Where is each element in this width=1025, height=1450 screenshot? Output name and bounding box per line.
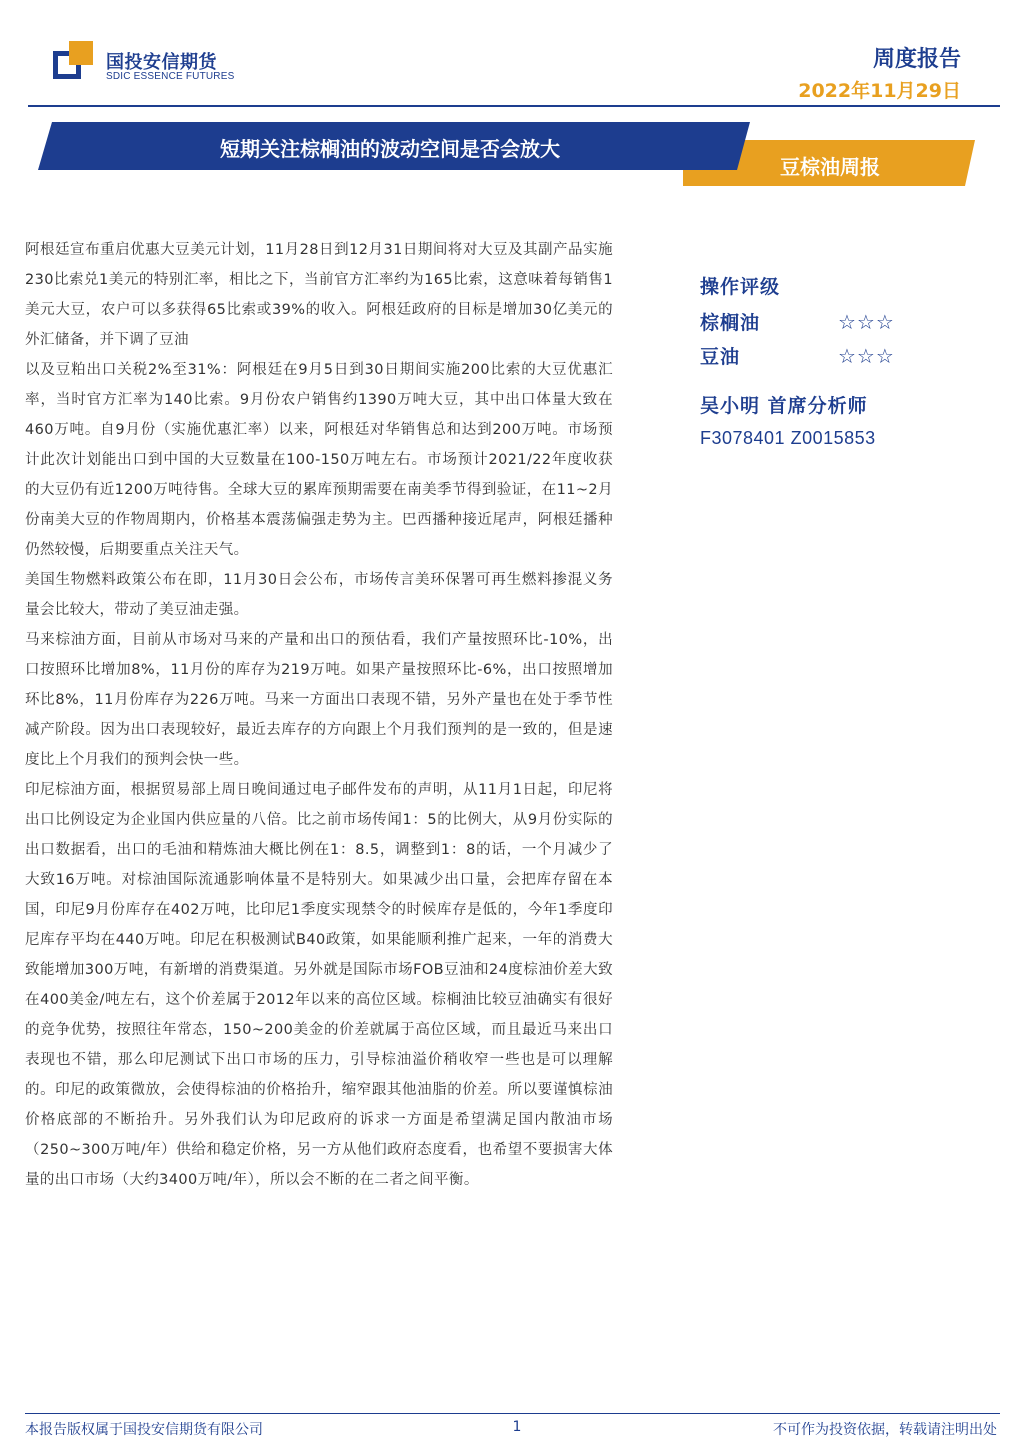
report-body — [25, 235, 613, 1195]
company-name-en: SDIC ESSENCE FUTURES — [106, 71, 235, 82]
rating-row-soybean-oil — [700, 342, 980, 369]
rating-row-palm-oil — [700, 308, 980, 335]
body-paragraph: 阿根廷宣布重启优惠大豆美元计划，11月28日到12月31日期间将对大豆及其副产品实施230比索兑1美元的特别汇率，相比之下，当前官方汇率约为165比索，这意味着每销售1美元大豆，农户可以多获得65比索或39%的收入。阿根廷政府的目标是增加30亿美元的外汇储备，并下调了豆油 — [25, 242, 613, 348]
rating-stars-icon: ☆☆☆ — [838, 343, 895, 368]
company-name-cn: 国投安信期货 — [106, 52, 217, 73]
rating-heading: 操作评级 — [700, 276, 781, 298]
footer-copyright: 本报告版权属于国投安信期货有限公司 — [25, 1422, 263, 1438]
body-paragraph: 以及豆粕出口关税2%至31%：阿根廷在9月5日到30日期间实施200比索的大豆优惠汇率，当时官方汇率为140比索。9月份农户销售约1390万吨大豆，其中出口体量大致在460万吨。自9月份（实施优惠汇率）以来，阿根廷对华销售总和达到200万吨。市场预计此次计划能出口到中国的大豆数量在100-150万吨左右。市场预计2021/22年度收获的大豆仍有近1200万吨待售。全球大豆的累库预期需要在南美季节得到验证，在11~2月份南美大豆的作物周期内，价格基本震荡偏强走势为主。巴西播种接近尾声，阿根廷播种仍然较慢，后期要重点关注天气。 — [25, 362, 613, 558]
report-date: 2022年11月29日 — [798, 80, 961, 102]
body-paragraph: 美国生物燃料政策公布在即，11月30日会公布，市场传言美环保署可再生燃料掺混义务量会比较大，带动了美豆油走强。 — [25, 572, 613, 618]
footer-divider — [25, 1413, 1000, 1414]
rating-stars-icon: ☆☆☆ — [838, 309, 895, 334]
page-number: 1 — [512, 1419, 522, 1435]
body-paragraph: 马来棕油方面，目前从市场对马来的产量和出口的预估看，我们产量按照环比-10%，出口按照环比增加8%，11月份的库存为219万吨。如果产量按照环比-6%，出口按照增加环比8%，11月份库存为226万吨。马来一方面出口表现不错，另外产量也在处于季节性减产阶段。因为出口表现较好，最近去库存的方向跟上个月我们预判的是一致的，但是速度比上个月我们的预判会快一些。 — [25, 632, 613, 768]
rating-name: 豆油 — [700, 346, 741, 368]
analyst-license-ids: F3078401 Z0015853 — [700, 428, 876, 448]
report-category-tag: 豆棕油周报 — [780, 155, 880, 179]
analyst-name: 吴小明 首席分析师 — [700, 395, 868, 417]
footer-disclaimer: 不可作为投资依据，转载请注明出处 — [773, 1422, 997, 1438]
rating-name: 棕榈油 — [700, 312, 761, 334]
report-type: 周度报告 — [872, 47, 961, 72]
body-paragraph: 印尼棕油方面，根据贸易部上周日晚间通过电子邮件发布的声明，从11月1日起，印尼将出口比例设定为企业国内供应量的八倍。比之前市场传闻1：5的比例大，从9月份实际的出口数据看，出口的毛油和精炼油大概比例在1：8.5，调整到1：8的话，一个月减少了大致16万吨。对棕油国际流通影响体量不是特别大。如果减少出口量，会把库存留在本国，印尼9月份库存在402万吨，比印尼1季度实现禁令的时候库存是低的，今年1季度印尼库存平均在440万吨。印尼在积极测试B40政策，如果能顺利推广起来，一年的消费大致能增加300万吨，有新增的消费渠道。另外就是国际市场FOB豆油和24度棕油价差大致在400美金/吨左右，这个价差属于2012年以来的高位区域。棕榈油比较豆油确实有很好的竞争优势，按照往年常态，150~200美金的价差就属于高位区域，而且最近马来出口表现也不错，那么印尼测试下出口市场的压力，引导棕油溢价稍收窄一些也是可以理解的。印尼的政策微放，会使得棕油的价格抬升，缩窄跟其他油脂的价差。所以要谨慎棕油价格底部的不断抬升。另外我们认为印尼政府的诉求一方面是希望满足国内散油市场（250~300万吨/年）供给和稳定价格，另一方从他们政府态度看，也希望不要损害大体量的出口市场（大约3400万吨/年），所以会不断的在二者之间平衡。 — [25, 782, 613, 1188]
rating-sidebar — [700, 272, 980, 449]
report-title: 短期关注棕榈油的波动空间是否会放大 — [220, 137, 560, 161]
